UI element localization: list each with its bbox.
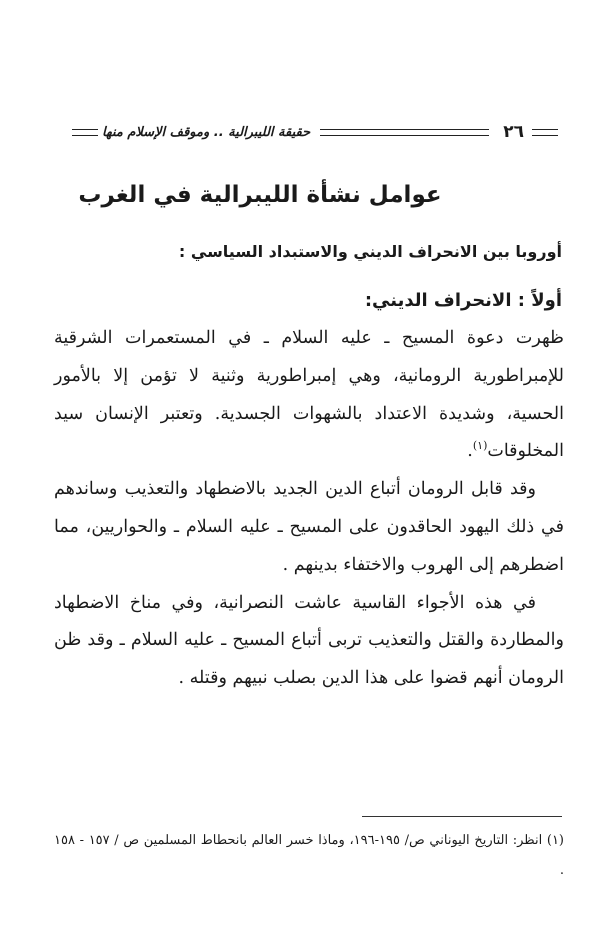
body-text [54, 320, 564, 698]
subheading: أوروبا بين الانحراف الديني والاستبداد السياسي : [178, 242, 562, 261]
footnote-reference[interactable]: (١) [472, 439, 488, 453]
paragraph: في هذه الأجواء القاسية عاشت النصرانية، وفي مناخ الاضطهاد والمطاردة والقتل والتعذيب تربى أتباع المسيح ـ عليه السلام ـ وقد ظن الرومان أنهم قضوا على هذا الدين بصلب نبيهم وقتله . [54, 592, 564, 689]
footnote-divider [362, 816, 562, 817]
running-header-title: حقيقة الليبرالية .. وموقف الإسلام منها [102, 124, 311, 140]
paragraph: وقد قابل الرومان أتباع الدين الجديد بالاضطهاد والتعذيب وساندهم في ذلك اليهود الحاقدون على المسيح ـ عليه السلام ـ والحواريين، مما اضطرهم إلى الهروب والاختفاء بدينهم . [54, 479, 564, 575]
header-rule-right [532, 129, 558, 136]
paragraph-text: ظهرت دعوة المسيح ـ عليه السلام ـ في المستعمرات الشرقية للإمبراطورية الرومانية، وهي إمبراطورية وثنية لا تؤمن إلا بالأمور الحسية، وشديدة الاعتداد بالشهوات الجسدية. وتعتبر الإنسان سيد المخلوقات [54, 328, 564, 462]
chapter-title: عوامل نشأة الليبرالية في الغرب [78, 182, 442, 208]
paragraph-end: . [467, 441, 473, 462]
header-rule-middle [320, 129, 489, 136]
running-header [72, 120, 558, 144]
page-number: ٢٦ [503, 122, 524, 142]
paragraph [54, 320, 564, 471]
section-heading: أولاً : الانحراف الديني: [364, 290, 562, 311]
footnote: (١) انظر: التاريخ اليوناني ص/ ١٩٥-١٩٦، وماذا خسر العالم بانحطاط المسلمين ص / ١٥٧ - ١٥٨ . [54, 833, 564, 878]
header-rule-left [72, 129, 98, 136]
